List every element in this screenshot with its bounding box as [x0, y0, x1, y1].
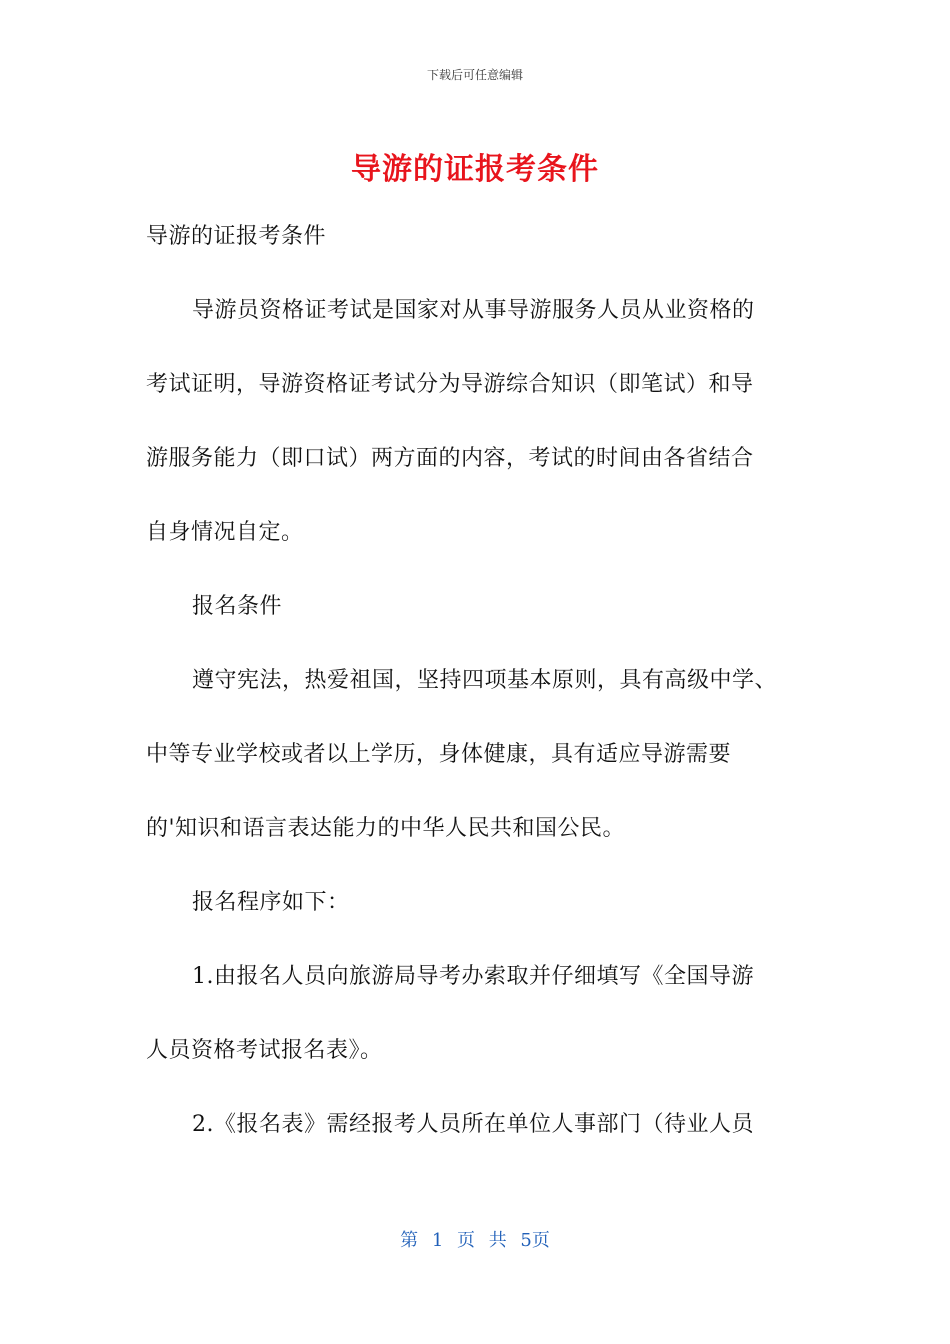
- list-item: 1.由报名人员向旅游局导考办索取并仔细填写《全国导游: [192, 964, 754, 989]
- body-line: 的'知识和语言表达能力的中华人民共和国公民。: [146, 816, 626, 841]
- document-title: 导游的证报考条件: [351, 152, 599, 187]
- body-line: 中等专业学校或者以上学历，身体健康，具有适应导游需要: [146, 742, 732, 767]
- body-line: 游服务能力（即口试）两方面的内容，考试的时间由各省结合: [146, 446, 754, 471]
- body-line: 导游员资格证考试是国家对从事导游服务人员从业资格的: [192, 298, 755, 323]
- body-line: 人员资格考试报名表》。: [146, 1038, 383, 1063]
- page-indicator: 第 1 页 共 5页: [400, 1230, 550, 1251]
- body-line: 遵守宪法，热爱祖国，坚持四项基本原则，具有高级中学、: [192, 668, 778, 693]
- body-line: 导游的证报考条件: [146, 224, 327, 249]
- section-heading: 报名程序如下：: [192, 890, 350, 915]
- header-note: 下载后可任意编辑: [426, 68, 523, 82]
- list-item: 2.《报名表》需经报考人员所在单位人事部门（待业人员: [192, 1112, 754, 1137]
- document-body: [146, 200, 806, 1162]
- body-line: 自身情况自定。: [146, 520, 304, 545]
- body-line: 考试证明，导游资格证考试分为导游综合知识（即笔试）和导: [146, 372, 754, 397]
- section-heading: 报名条件: [192, 594, 283, 619]
